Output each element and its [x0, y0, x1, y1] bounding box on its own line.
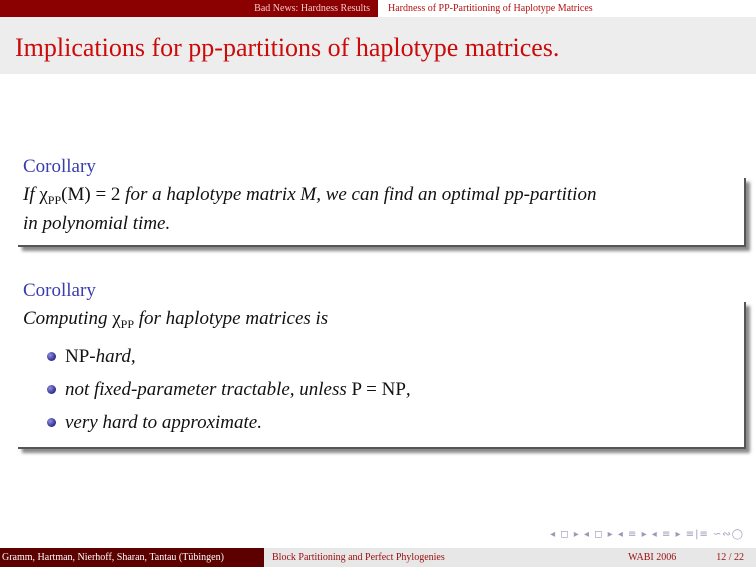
- nav-subsection[interactable]: Hardness of PP-Partitioning of Haplotype Matrices: [378, 0, 756, 17]
- corollary-body: [18, 302, 746, 449]
- corollary-heading: Corollary: [23, 156, 96, 177]
- text: Computing: [23, 308, 113, 329]
- corollary-intro: [23, 305, 734, 334]
- text: If: [23, 184, 40, 205]
- footer-bar: [0, 548, 756, 567]
- text: not fixed-parameter tractable, unless: [65, 379, 352, 400]
- corollary-list: [23, 340, 734, 439]
- footer-talk-title: Block Partitioning and Perfect Phylogenies: [264, 548, 510, 567]
- corollary-line-2: in polynomial time.: [23, 213, 171, 234]
- text: NP: [65, 346, 90, 367]
- chi-symbol: χ: [39, 184, 48, 205]
- list-item: [45, 373, 734, 406]
- nav-section[interactable]: Bad News: Hardness Results: [254, 3, 370, 14]
- corollary-heading: Corollary: [23, 280, 96, 301]
- footer-info: [510, 548, 756, 567]
- slide-title: Implications for pp-partitions of haplotype matrices.: [15, 33, 560, 62]
- chi-symbol: χ: [112, 308, 121, 329]
- corollary-block-2: [18, 280, 746, 449]
- corollary-line-1: [23, 181, 734, 210]
- corollary-body: [18, 178, 746, 247]
- list-item: [45, 406, 734, 439]
- equation: P = NP: [351, 379, 406, 400]
- corollary-block-1: [18, 156, 746, 247]
- chi-subscript: PP: [120, 317, 134, 331]
- text: for haplotype matrices is: [134, 308, 329, 329]
- chi-subscript: PP: [47, 193, 62, 207]
- footer-authors: Gramm, Hartman, Nierhoff, Sharan, Tantau (Tübingen): [0, 548, 264, 567]
- list-item: [45, 340, 734, 373]
- text: very hard to approximate.: [65, 412, 262, 433]
- navigation-bar: [0, 0, 756, 17]
- footer-page-number: 12 / 22: [716, 552, 744, 563]
- beamer-nav-icons[interactable]: ◂ ◻ ▸ ◂ ◻ ▸ ◂ ≡ ▸ ◂ ≡ ▸ ≡|≡ ∽∾◯: [550, 529, 744, 540]
- text: -hard,: [89, 346, 136, 367]
- bullet-icon: [47, 418, 56, 427]
- equation: (M) = 2: [61, 184, 121, 205]
- footer-venue: WABI 2006: [628, 552, 677, 563]
- text: for a haplotype matrix M, we can find an optimal pp-partition: [120, 184, 597, 205]
- text: ,: [405, 379, 411, 400]
- title-band: [0, 17, 756, 74]
- bullet-icon: [47, 385, 56, 394]
- bullet-icon: [47, 352, 56, 361]
